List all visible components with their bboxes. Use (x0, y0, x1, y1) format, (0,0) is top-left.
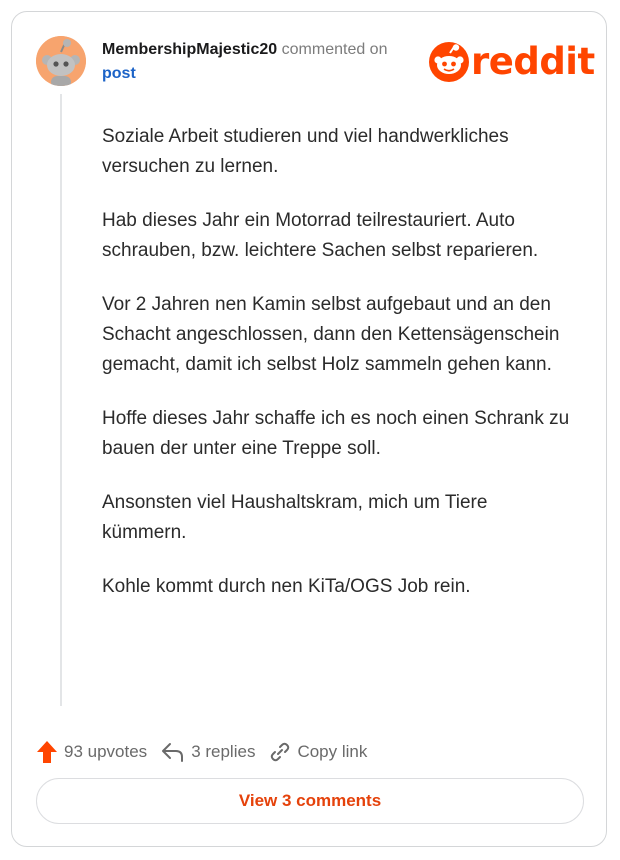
upvote-count: 93 upvotes (64, 742, 148, 761)
comment-paragraph: Kohle kommt durch nen KiTa/OGS Job rein. (102, 576, 471, 597)
comment-paragraph: Soziale Arbeit studieren und viel handwerkliches versuchen zu lernen. (102, 126, 509, 177)
post-link[interactable]: post (102, 65, 136, 82)
comment-card (11, 11, 607, 847)
comment-paragraph: Vor 2 Jahren nen Kamin selbst aufgebaut und an den Schacht angeschlossen, dann den Kettensägenschein gemacht, damit ich selbst Holz sammeln gehen kann. (102, 294, 560, 375)
comment-body (102, 122, 572, 626)
comment-header (102, 38, 422, 86)
comment-paragraph: Hab dieses Jahr ein Motorrad teilrestauriert. Auto schrauben, bzw. leichtere Sachen selbst reparieren. (102, 210, 539, 261)
link-icon (269, 741, 291, 763)
username-link[interactable]: MembershipMajestic20 (102, 41, 278, 58)
comment-paragraph: Hoffe dieses Jahr schaffe ich es noch einen Schrank zu bauen der unter eine Treppe soll. (102, 408, 570, 459)
comment-actions (36, 738, 381, 766)
reddit-snoo-icon (429, 42, 469, 82)
copy-link-button[interactable] (269, 741, 367, 763)
thread-line (60, 94, 62, 706)
comment-paragraph: Ansonsten viel Haushaltskram, mich um Tiere kümmern. (102, 492, 488, 543)
upvote-button[interactable] (36, 740, 147, 764)
replies-button[interactable] (161, 741, 255, 763)
user-avatar[interactable] (36, 36, 86, 86)
upvote-arrow-icon (36, 740, 58, 764)
copy-link-label: Copy link (297, 742, 368, 761)
reddit-logo[interactable] (429, 42, 595, 82)
replies-count: 3 replies (191, 742, 256, 761)
reply-arrow-icon (161, 741, 185, 763)
view-comments-button[interactable]: View 3 comments (36, 778, 584, 824)
snoo-avatar-icon (36, 36, 86, 86)
commented-on-text: commented on (281, 41, 388, 58)
reddit-wordmark: reddit (471, 40, 595, 83)
